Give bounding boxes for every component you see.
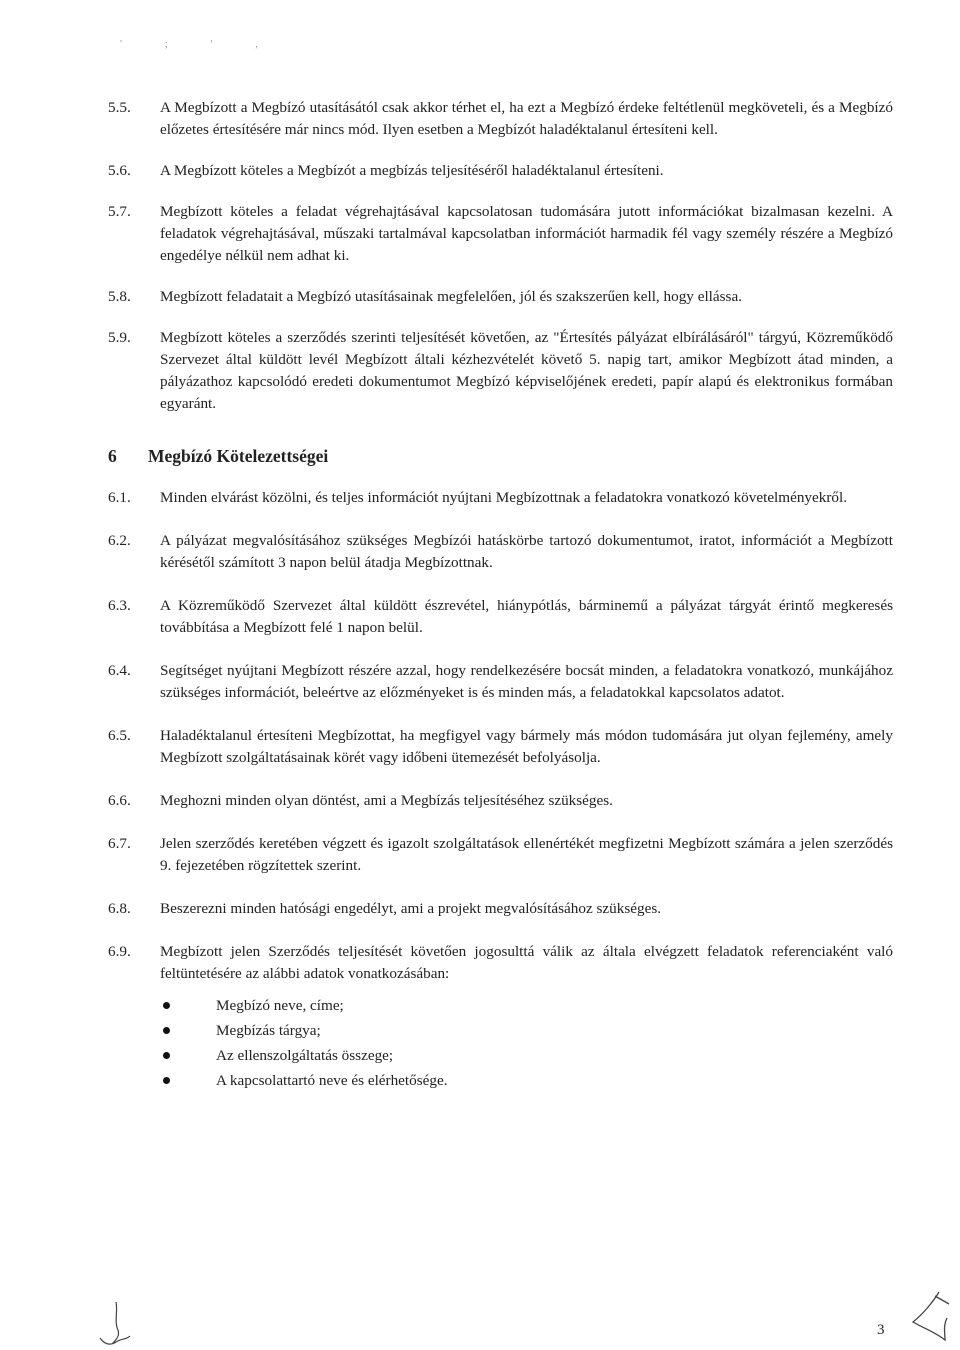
signature-initial-right [905,1288,955,1348]
scan-artifact: ' ; ' , [120,38,279,50]
clause-text: A Megbízott köteles a Megbízót a megbízás teljesítéséről haladéktalanul értesíteni. [160,162,664,179]
clause-5-9 [108,327,893,415]
clause-text: A Megbízott a Megbízó utasításától csak akkor térhet el, ha ezt a Megbízó érdeke feltétlenül megköveteli, és a Megbízó előzetes értesítésére már nincs mód. Ilyen esetben a Megbízót haladéktalanul értesíteni kell. [160,99,893,138]
clause-5-5 [108,97,893,141]
clause-number: 6.3. [108,597,131,614]
clause-number: 6.2. [108,532,131,549]
clause-text: Megbízott feladatait a Megbízó utasításainak megfelelően, jól és szakszerűen kell, hogy ellássa. [160,288,742,305]
section-title: Megbízó Kötelezettségei [148,446,329,466]
clause-number: 6.1. [108,489,131,506]
page-number: 3 [877,1322,885,1338]
clause-6-4 [108,660,893,704]
clause-6-5 [108,725,893,769]
clause-5-6 [108,160,893,182]
clause-text: Minden elvárást közölni, és teljes információt nyújtani Megbízottnak a feladatokra vonatkozó követelményekről. [160,489,848,506]
clause-number: 6.8. [108,900,131,917]
clause-number: 6.9. [108,943,131,960]
clause-text: Beszerezni minden hatósági engedélyt, ami a projekt megvalósításához szükséges. [160,900,662,917]
clause-number: 5.9. [108,329,131,346]
clause-6-2 [108,530,893,574]
clause-text: Megbízott köteles a feladat végrehajtásával kapcsolatosan tudomására jutott információkat bizalmasan kezelni. A feladatok végrehajtásával, műszaki tartalmával kapcsolatban információt harmadik fél vagy személy részére a Megbízó engedélye nélkül nem adhat ki. [160,203,893,264]
clause-text: A Közreműködő Szervezet által küldött észrevétel, hiánypótlás, bárminemű a pályázat tárgyát érintő megkeresés továbbítása a Megbízott felé 1 napon belül. [160,597,893,636]
clause-text: Segítséget nyújtani Megbízott részére azzal, hogy rendelkezésére bocsát minden, a feladatokra vonatkozó, munkájához szükséges információt, beleértve az előzményeket is és minden más, a feladatokkal kapcsolatos adatot. [160,662,893,701]
clause-text: Jelen szerződés keretében végzett és igazolt szolgáltatások ellenértékét megfizetni Megbízott számára a jelen szerződés 9. fejezetében rögzítettek szerint. [160,835,893,874]
clause-6-9 [108,941,893,985]
clause-6-1 [108,487,893,509]
clause-text: Meghozni minden olyan döntést, ami a Megbízás teljesítéséhez szükséges. [160,792,613,809]
document-body [108,97,893,1093]
clause-text: Megbízott köteles a szerződés szerinti teljesítését követően, az "Értesítés pályázat elbírálásáról" tárgyú, Közreműködő Szervezet által küldött levél Megbízott általi kézhezvételét követő 5. napig tart, amikor Megbízott átad minden, a pályázathoz kapcsolódó eredeti dokumentumot Megbízó képviselőjének eredeti, papír alapú és elektronikus formában egyaránt. [160,329,893,412]
clause-number: 5.6. [108,162,131,179]
reference-data-list [108,993,893,1093]
clause-6-8 [108,898,893,920]
clause-6-6 [108,790,893,812]
clause-number: 5.7. [108,203,131,220]
list-item: A kapcsolattartó neve és elérhetősége. [163,1068,893,1093]
clause-number: 5.5. [108,99,131,116]
list-item: Megbízás tárgya; [163,1018,893,1043]
clause-text: A pályázat megvalósításához szükséges Megbízói hatáskörbe tartozó dokumentumot, iratot, információt a Megbízott kérésétől számított 3 napon belül átadja Megbízottnak. [160,532,893,571]
clause-number: 6.4. [108,662,131,679]
clause-number: 6.6. [108,792,131,809]
clause-number: 6.7. [108,835,131,852]
list-item: Az ellenszolgáltatás összege; [163,1043,893,1068]
clause-5-7 [108,201,893,267]
signature-initial-left [96,1300,136,1350]
list-item: Megbízó neve, címe; [163,993,893,1018]
clause-number: 6.5. [108,727,131,744]
clause-6-3 [108,595,893,639]
clause-text: Megbízott jelen Szerződés teljesítését követően jogosulttá válik az általa elvégzett feladatok referenciaként való feltüntetésére az alábbi adatok vonatkozásában: [160,943,893,982]
clause-5-8 [108,286,893,308]
section-number: 6 [108,446,117,466]
section-heading [108,444,893,468]
clause-6-7 [108,833,893,877]
clause-text: Haladéktalanul értesíteni Megbízottat, ha megfigyel vagy bármely más módon tudomására jut olyan fejlemény, amely Megbízott szolgáltatásainak körét vagy időbeni ütemezését befolyásolja. [160,727,893,766]
clause-number: 5.8. [108,288,131,305]
